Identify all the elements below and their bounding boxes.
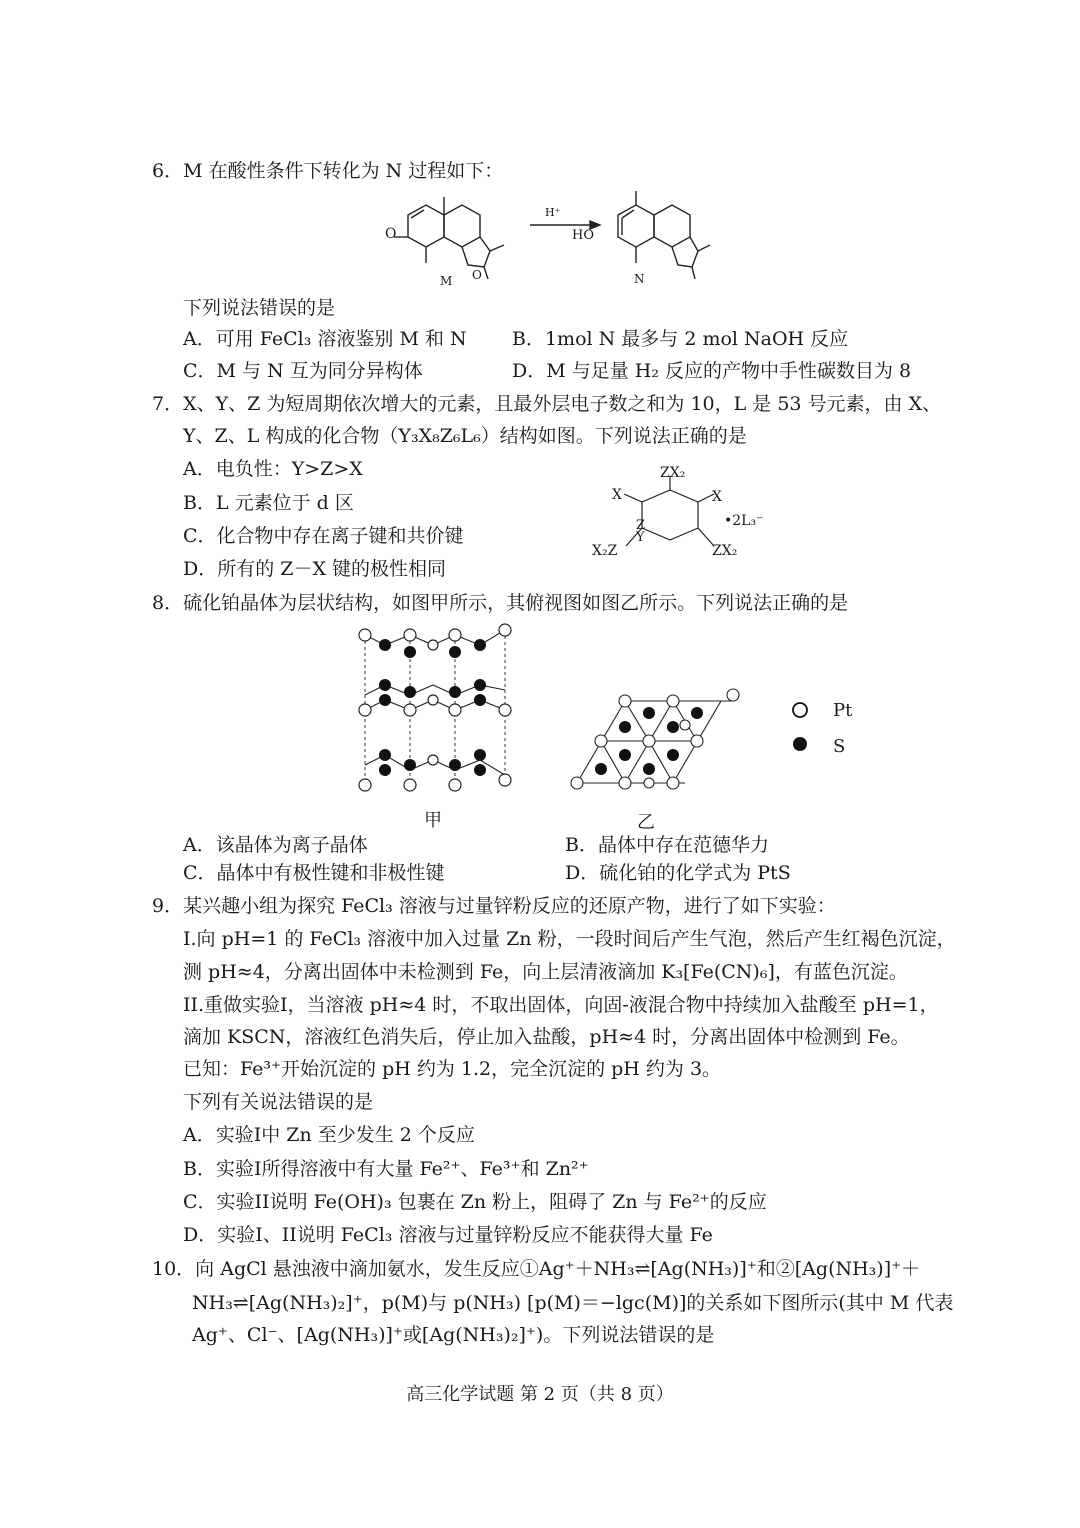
q6-option-c: C．M 与 N 互为同分异构体 bbox=[183, 360, 423, 382]
q8-legend-pt: Pt bbox=[833, 700, 853, 721]
q6-option-d: D．M 与足量 H₂ 反应的产物中手性碳数目为 8 bbox=[512, 360, 912, 382]
q6-ketone-o-label: O bbox=[385, 226, 397, 242]
q9-option-d: D．实验I、II说明 FeCl₃ 溶液与过量锌粉反应不能获得大量 Fe bbox=[183, 1224, 713, 1246]
q7-top-zx2: ZX₂ bbox=[660, 465, 686, 481]
q9-known-info: 已知：Fe³⁺开始沉淀的 pH 约为 1.2，完全沉淀的 pH 约为 3。 bbox=[183, 1058, 722, 1080]
q6-option-a: A．可用 FeCl₃ 溶液鉴别 M 和 N bbox=[183, 328, 467, 350]
q9-experiment2-line1: II.重做实验I，当溶液 pH≈4 时，不取出固体，向固-液混合物中持续加入盐酸至 pH=1， bbox=[183, 994, 939, 1016]
q9-stem: 9．某兴趣小组为探究 FeCl₃ 溶液与过量锌粉反应的还原产物，进行了如下实验： bbox=[152, 895, 836, 917]
q9-prompt: 下列有关说法错误的是 bbox=[183, 1091, 374, 1113]
q8-caption-b: 乙 bbox=[637, 812, 655, 833]
q6-prompt: 下列说法错误的是 bbox=[183, 297, 336, 319]
q7-right-x: X bbox=[712, 489, 722, 505]
q9-experiment1-line1: I.向 pH=1 的 FeCl₃ 溶液中加入过量 Zn 粉，一段时间后产生气泡，然后产生红褐色沉淀， bbox=[183, 928, 956, 950]
q9-option-a: A．实验I中 Zn 至少发生 2 个反应 bbox=[183, 1124, 475, 1146]
q6-m-ring-o-label: O bbox=[472, 268, 482, 282]
q7-option-c: C．化合物中存在离子键和共价键 bbox=[183, 525, 464, 547]
q6-stem: 6．M 在酸性条件下转化为 N 过程如下： bbox=[152, 160, 504, 182]
q7-ring-y-label: Y bbox=[636, 530, 645, 545]
q10-stem-line1: 10．向 AgCl 悬浊液中滴加氨水，发生反应①Ag⁺＋NH₃⇌[Ag(NH₃)]⁺和②[Ag(NH₃)]⁺＋ bbox=[152, 1258, 921, 1280]
q7-option-b: B．L 元素位于 d 区 bbox=[183, 492, 354, 514]
q8-option-b: B．晶体中存在范德华力 bbox=[565, 834, 769, 856]
q8-stem: 8．硫化铂晶体为层状结构，如图甲所示，其俯视图如图乙所示。下列说法正确的是 bbox=[152, 592, 849, 614]
q6-arrow-label: H⁺ bbox=[545, 206, 561, 219]
q8-option-c: C．晶体中有极性键和非极性键 bbox=[183, 862, 445, 884]
q7-bottom-right-zx2: ZX₂ bbox=[712, 543, 738, 559]
q7-stem-line1: 7．X、Y、Z 为短周期依次增大的元素，且最外层电子数之和为 10，L 是 53 号元素，由 X、 bbox=[152, 393, 942, 415]
q10-stem-line3: Ag⁺、Cl⁻、[Ag(NH₃)]⁺或[Ag(NH₃)₂]⁺)。下列说法错误的是 bbox=[192, 1324, 715, 1346]
q8-legend-markers bbox=[788, 700, 818, 760]
q7-left-x: X bbox=[612, 487, 622, 503]
q9-experiment2-line2: 滴加 KSCN，溶液红色消失后，停止加入盐酸，pH≈4 时，分离出固体中检测到 Fe。 bbox=[183, 1026, 910, 1048]
q8-option-a: A．该晶体为离子晶体 bbox=[183, 834, 368, 856]
q6-n-label: N bbox=[634, 272, 645, 286]
q9-option-b: B．实验I所得溶液中有大量 Fe²⁺、Fe³⁺和 Zn²⁺ bbox=[183, 1158, 589, 1180]
q7-ring-z-label: Z bbox=[636, 518, 646, 533]
q7-anion-label: •2L₃⁻ bbox=[724, 513, 764, 529]
q9-experiment1-line2: 测 pH≈4，分离出固体中未检测到 Fe，向上层清液滴加 K₃[Fe(CN)₆]，有蓝色沉淀。 bbox=[183, 961, 908, 983]
q7-option-d: D．所有的 Z－X 键的极性相同 bbox=[183, 558, 447, 580]
q6-ho-label: HO bbox=[572, 228, 594, 243]
q8-caption-a: 甲 bbox=[424, 810, 442, 831]
q10-stem-line2: NH₃⇌[Ag(NH₃)₂]⁺，p(M)与 p(NH₃) [p(M)＝−lgc(M)]的关系如下图所示(其中 M 代表 bbox=[192, 1292, 954, 1314]
q7-stem-line2: Y、Z、L 构成的化合物（Y₃X₈Z₆L₆）结构如图。下列说法正确的是 bbox=[183, 425, 747, 447]
q8-legend-s: S bbox=[833, 736, 846, 757]
page-footer: 高三化学试题 第 2 页（共 8 页） bbox=[406, 1384, 674, 1405]
q9-option-c: C．实验II说明 Fe(OH)₃ 包裹在 Zn 粉上，阻碍了 Zn 与 Fe²⁺的反应 bbox=[183, 1191, 767, 1213]
q8-option-d: D．硫化铂的化学式为 PtS bbox=[565, 862, 791, 884]
q6-option-b: B．1mol N 最多与 2 mol NaOH 反应 bbox=[512, 328, 849, 350]
q6-reaction-figure bbox=[380, 185, 710, 295]
q8-figure-b-top-view bbox=[565, 683, 745, 793]
q6-m-label: M bbox=[440, 274, 453, 288]
q8-figure-a-layered-structure bbox=[355, 620, 525, 800]
q7-bottom-left-x2z: X₂Z bbox=[592, 543, 618, 559]
q7-option-a: A．电负性：Y>Z>X bbox=[183, 458, 363, 480]
